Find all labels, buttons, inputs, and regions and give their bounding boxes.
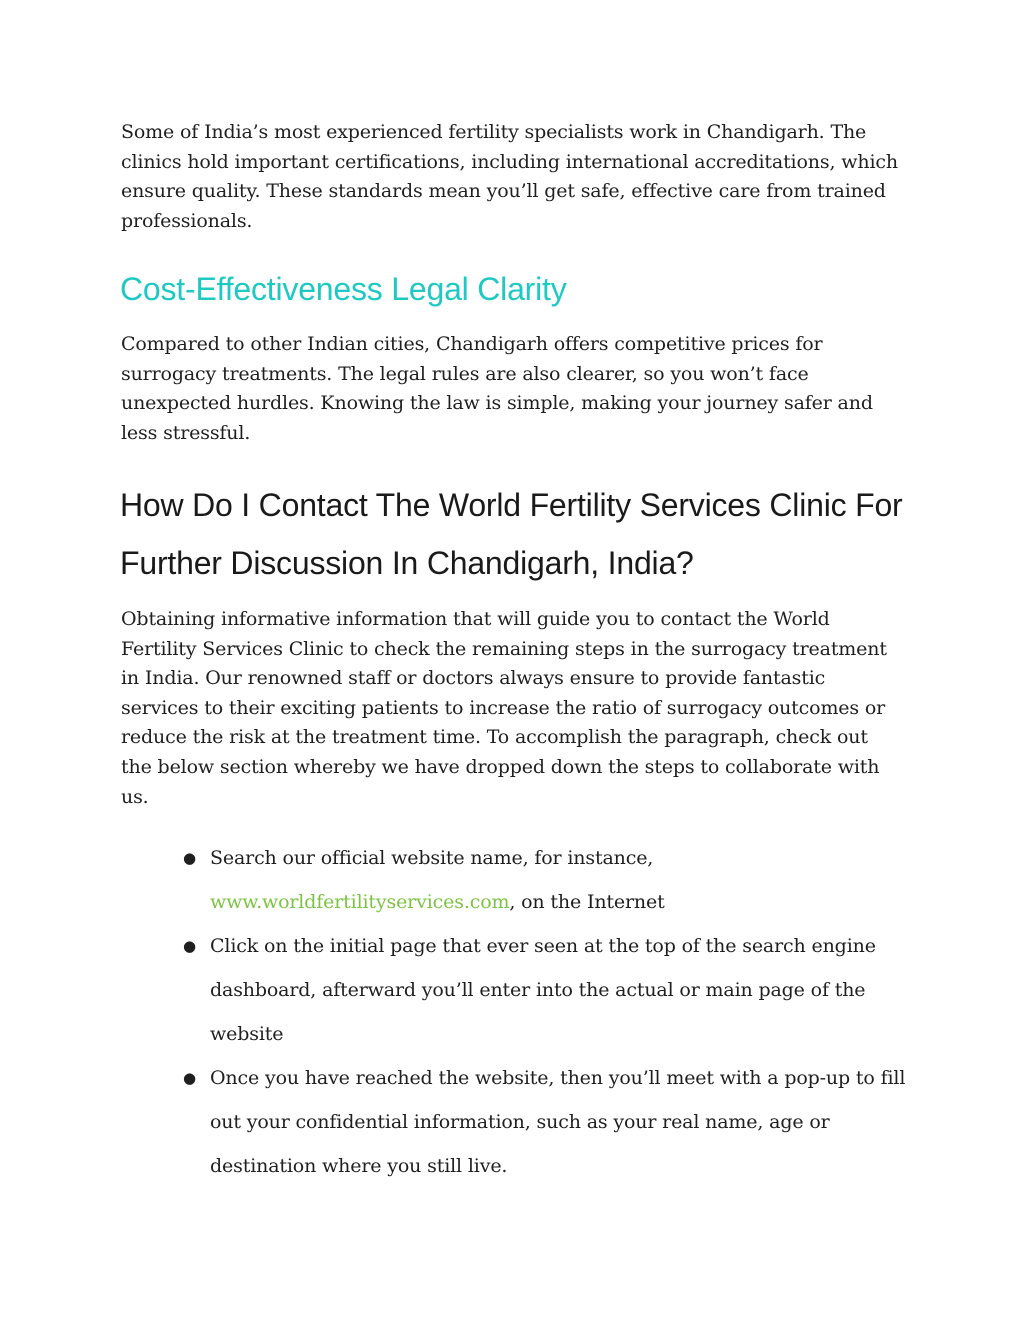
bullet-dot-icon: ●	[183, 1069, 196, 1087]
bullet-dot-icon: ●	[183, 849, 196, 867]
contact-paragraph: Obtaining informative information that will guide you to contact the World Fertility Services Clinic to check the remaining steps in the surrogacy treatment in India. Our renowned staff or doctors always ensure to provide fantastic services to their exciting patients to increase the ratio of surrogacy outcomes or reduce the risk at the treatment time. To accomplish the paragraph, check out the below section whereby we have dropped down the steps to collaborate with us.	[121, 608, 887, 808]
list-item	[150, 836, 920, 924]
cost-paragraph: Compared to other Indian cities, Chandigarh offers competitive prices for surrogacy treatments. The legal rules are also clearer, so you won’t face unexpected hurdles. Knowing the law is simple, making your journey safer and less stressful.	[121, 333, 873, 444]
list-item	[150, 1056, 920, 1188]
website-link[interactable]: www.worldfertilityservices.com	[210, 891, 510, 913]
bullet-text: Click on the initial page that ever seen at the top of the search engine dashboard, afterward you’ll enter into the actual or main page of the website	[210, 935, 876, 1045]
bullet-text: , on the Internet	[509, 891, 665, 913]
heading-cost-effectiveness: Cost-Effectiveness Legal Clarity	[120, 271, 567, 307]
bullet-text: Once you have reached the website, then you’ll meet with a pop-up to fill out your confidential information, such as your real name, age or destination where you still live.	[210, 1067, 906, 1177]
steps-list	[150, 836, 920, 1188]
intro-paragraph: Some of India’s most experienced fertility specialists work in Chandigarh. The clinics hold important certifications, including international accreditations, which ensure quality. These standards mean you’ll get safe, effective care from trained professionals.	[121, 121, 898, 232]
heading-contact: How Do I Contact The World Fertility Services Clinic For Further Discussion In Chandigarh, India?	[120, 487, 903, 581]
list-item	[150, 924, 920, 1056]
bullet-dot-icon: ●	[183, 937, 196, 955]
bullet-text: Search our official website name, for instance,	[210, 847, 654, 869]
